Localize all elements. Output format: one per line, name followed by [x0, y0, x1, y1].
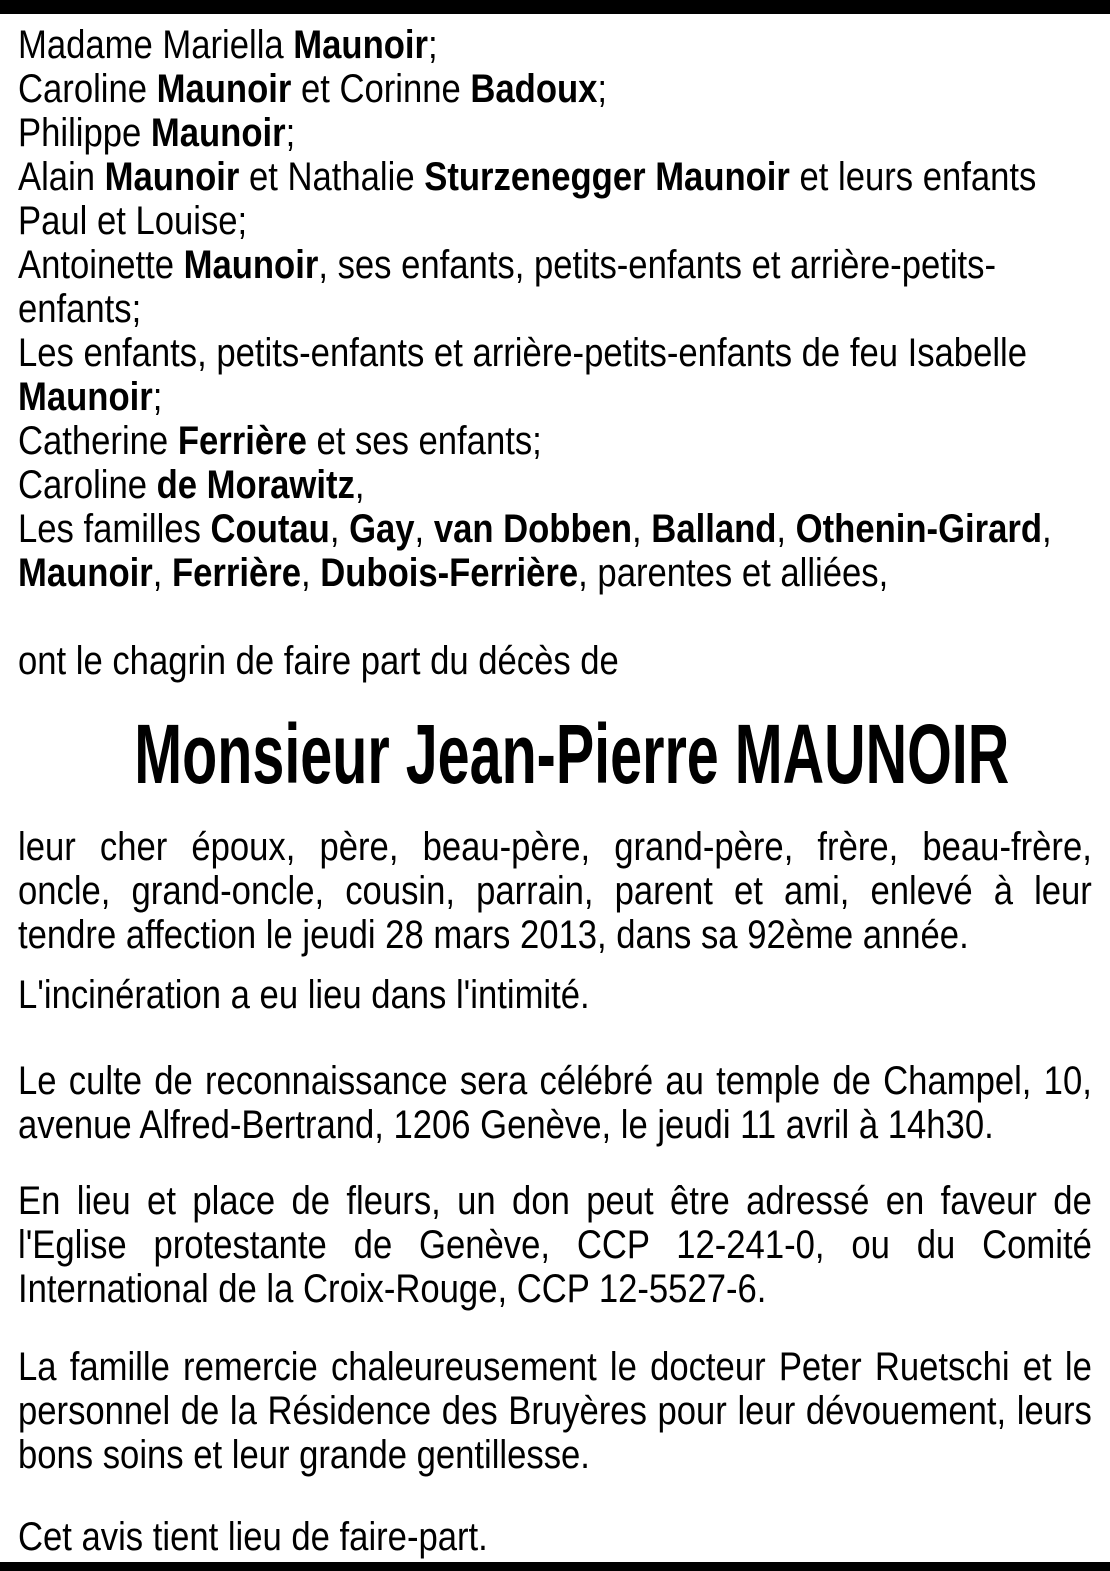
notice-paragraph: Le culte de reconnaissance sera célébré au temple de Champel, 10, avenue Alfred-Bertrand, 1206 Genève, le jeudi 11 avril à 14h30.	[18, 1059, 1092, 1147]
family-member-line: Les enfants, petits-enfants et arrière-petits-enfants de feu Isabelle Maunoir;	[18, 331, 1027, 419]
bottom-border-rule	[0, 1562, 1110, 1571]
deceased-name-title: Monsieur Jean-Pierre MAUNOIR	[134, 707, 1010, 801]
top-border-rule	[0, 0, 1110, 14]
notice-text-column	[18, 14, 1092, 1559]
notice-content	[18, 14, 1092, 1559]
family-member-line: Philippe Maunoir;	[18, 111, 296, 155]
notice-body-paragraphs	[18, 825, 1092, 1559]
family-members-list	[18, 23, 1092, 595]
family-member-line: Les familles Coutau, Gay, van Dobben, Balland, Othenin-Girard, Maunoir, Ferrière, Dubois-Ferrière, parentes et alliées,	[18, 507, 1052, 595]
announcement-intro-line: ont le chagrin de faire part du décès de	[18, 639, 619, 683]
family-member-line: Antoinette Maunoir, ses enfants, petits-enfants et arrière-petits-enfants;	[18, 243, 997, 331]
deceased-name-row	[18, 709, 1092, 799]
family-member-line: Caroline de Morawitz,	[18, 463, 365, 507]
notice-paragraph: leur cher époux, père, beau-père, grand-père, frère, beau-frère, oncle, grand-oncle, cousin, parrain, parent et ami, enlevé à leur tendre affection le jeudi 28 mars 2013, dans sa 92ème année.	[18, 825, 1092, 957]
notice-paragraph: L'incinération a eu lieu dans l'intimité.	[18, 973, 590, 1017]
notice-paragraph: En lieu et place de fleurs, un don peut être adressé en faveur de l'Eglise protestante de Genève, CCP 12-241-0, ou du Comité International de la Croix-Rouge, CCP 12-5527-6.	[18, 1179, 1092, 1311]
family-member-line: Alain Maunoir et Nathalie Sturzenegger Maunoir et leurs enfants Paul et Louise;	[18, 155, 1037, 243]
notice-paragraph: La famille remercie chaleureusement le docteur Peter Ruetschi et le personnel de la Résidence des Bruyères pour leur dévouement, leurs bons soins et leur grande gentillesse.	[18, 1345, 1092, 1477]
family-member-line: Catherine Ferrière et ses enfants;	[18, 419, 542, 463]
family-member-line: Caroline Maunoir et Corinne Badoux;	[18, 67, 608, 111]
family-member-line: Madame Mariella Maunoir;	[18, 23, 438, 67]
notice-paragraph: Cet avis tient lieu de faire-part.	[18, 1515, 488, 1559]
